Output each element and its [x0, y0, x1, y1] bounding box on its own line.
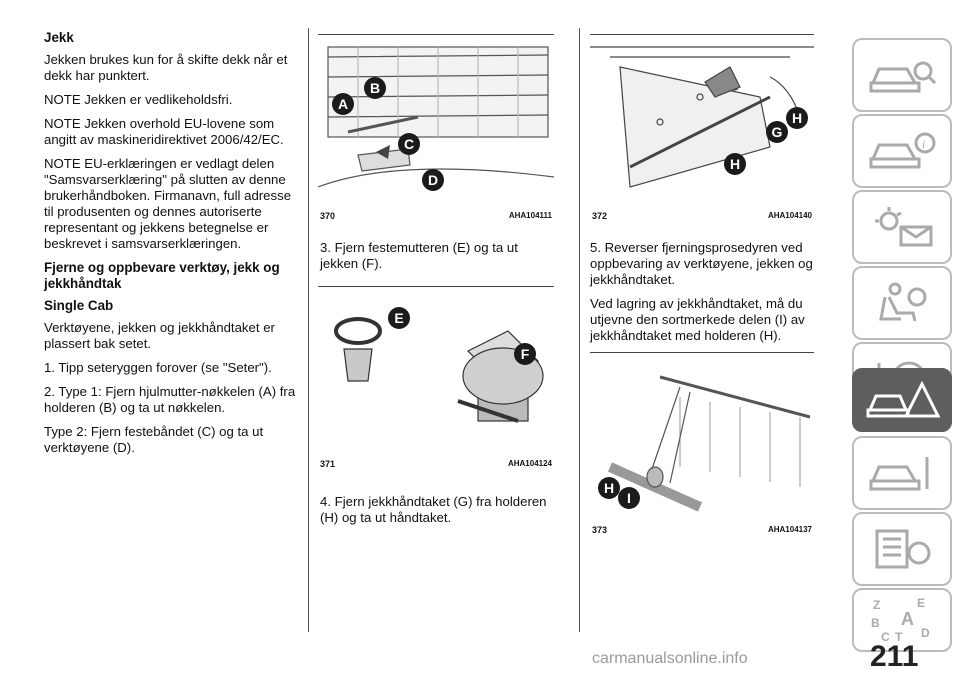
warning-lights-message-icon	[867, 205, 937, 249]
car-wrench-icon	[867, 451, 937, 495]
figure-code: AHA104140	[767, 211, 812, 220]
tab-airbag-seat[interactable]	[852, 266, 952, 340]
figure-370	[318, 34, 554, 225]
alphabetical-index-icon	[867, 595, 937, 645]
tab-car-search[interactable]	[852, 38, 952, 112]
figure-373	[590, 352, 814, 543]
step-3: 3. Fjern festemutteren (E) og ta ut jekken (F).	[320, 240, 518, 271]
figure-number: 373	[592, 525, 608, 535]
heading-jekk: Jekk	[44, 30, 74, 45]
index-letter: Z	[873, 598, 881, 612]
heading-remove-store: Fjerne og oppbevare verktøy, jekk og jekkhåndtak	[44, 260, 280, 291]
callout-label: F	[514, 343, 536, 365]
callout-label: A	[332, 93, 354, 115]
step-5: 5. Reverser fjerningsprosedyren ved oppbevaring av verktøyene, jekken og jekkhåndtaket.	[590, 240, 813, 287]
figure-caption	[592, 211, 812, 221]
figure-372	[590, 34, 814, 225]
callout-label: H	[724, 153, 746, 175]
heading-single-cab: Single Cab	[44, 298, 114, 313]
left-text-column	[44, 30, 296, 464]
callout-label: D	[422, 169, 444, 191]
figure-number: 370	[320, 211, 336, 221]
figure-code: AHA104111	[508, 211, 552, 220]
page-number: 211	[870, 640, 919, 673]
figure-code: AHA104137	[767, 525, 812, 534]
svg-text:i: i	[922, 137, 926, 151]
figure-number: 372	[592, 211, 608, 221]
figure-caption	[320, 459, 552, 469]
tab-car-info[interactable]	[852, 114, 952, 188]
car-search-icon	[867, 53, 937, 97]
tab-specifications[interactable]	[852, 512, 952, 586]
right-text-block	[590, 240, 814, 352]
figure-number: 371	[320, 459, 336, 469]
index-letter: T	[895, 630, 903, 644]
airbag-seat-icon	[867, 281, 937, 325]
car-info-icon	[867, 129, 937, 173]
figure-caption	[592, 525, 812, 535]
paragraph: Ved lagring av jekkhåndtaket, må du utjevne den sortmerkede delen (I) av jekkhåndtaket med holderen (H).	[590, 296, 805, 343]
callout-label: B	[364, 77, 386, 99]
step-2b: Type 2: Fjern festebåndet (C) og ta ut verktøyene (D).	[44, 424, 264, 455]
index-letter: B	[871, 616, 880, 630]
index-letter: C	[881, 630, 890, 644]
car-breakdown-warning-icon	[864, 378, 940, 422]
figure-caption	[320, 211, 552, 221]
callout-label: H	[786, 107, 808, 129]
note: NOTE Jekken overhold EU-lovene som angitt av maskineridirektivet 2006/42/EC.	[44, 116, 284, 147]
specifications-gear-icon	[867, 527, 937, 571]
index-letter: A	[901, 609, 914, 629]
step-1: 1. Tipp seteryggen forover (se "Seter").	[44, 360, 272, 375]
column-divider	[579, 28, 580, 632]
callout-label: I	[618, 487, 640, 509]
step-2: 2. Type 1: Fjern hjulmutter-nøkkelen (A) fra holderen (B) og ta ut nøkkelen.	[44, 384, 296, 415]
step-4: 4. Fjern jekkhåndtaket (G) fra holderen (H) og ta ut håndtaket.	[320, 494, 547, 525]
tab-car-maintenance[interactable]	[852, 436, 952, 510]
paragraph: Verktøyene, jekken og jekkhåndtaket er plassert bak setet.	[44, 320, 275, 351]
tab-warning-lights[interactable]	[852, 190, 952, 264]
note: NOTE EU-erklæringen er vedlagt delen "Samsvarserklæring" på slutten av denne brukerhåndboken. Firmanavn, full adresse til produsenten og dennes autoriserte representant og jekkens betegnelse er beskrevet i samsvarserklæringen.	[44, 156, 292, 251]
paragraph: Jekken brukes kun for å skifte dekk når et dekk har punktert.	[44, 52, 288, 83]
figure-371	[318, 286, 554, 477]
watermark: carmanualsonline.info	[592, 650, 748, 667]
index-letter: D	[921, 626, 930, 640]
figure-371-illustration	[318, 291, 554, 457]
callout-label: G	[766, 121, 788, 143]
callout-label: H	[598, 477, 620, 499]
column-divider	[308, 28, 309, 632]
note: NOTE Jekken er vedlikeholdsfri.	[44, 92, 233, 107]
tab-breakdown[interactable]	[852, 368, 952, 432]
index-letter: E	[917, 596, 926, 610]
callout-label: E	[388, 307, 410, 329]
callout-label: C	[398, 133, 420, 155]
figure-code: AHA104124	[507, 459, 552, 468]
